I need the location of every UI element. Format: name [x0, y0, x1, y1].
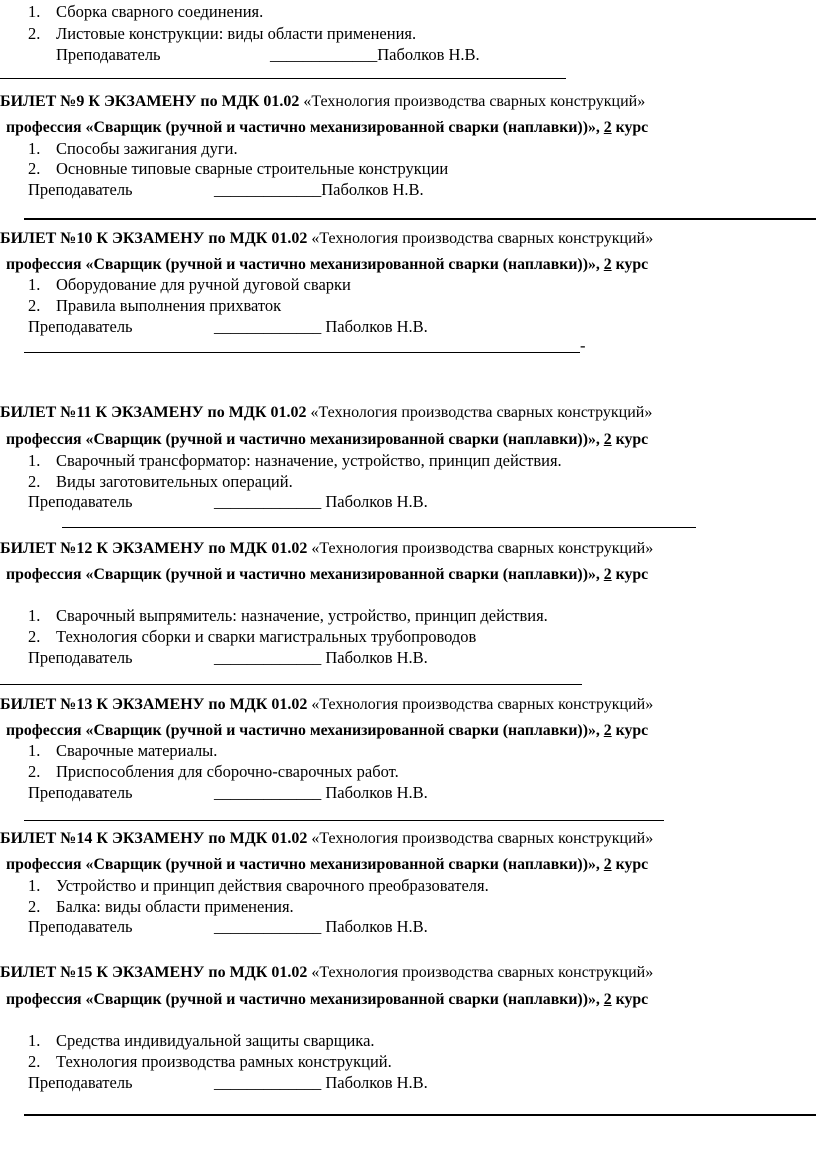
- separator-line: [24, 352, 580, 353]
- top-signature-line: _____________Паболков Н.В.: [270, 45, 480, 64]
- ticket-9-signature-line: _____________Паболков Н.В.: [214, 180, 424, 199]
- ticket-12-teacher-label: Преподаватель: [28, 648, 133, 667]
- ticket-10-item-1: 1. Оборудование для ручной дуговой сварки: [28, 275, 351, 294]
- separator-line: [0, 684, 582, 685]
- ticket-10-title: БИЛЕТ №10 К ЭКЗАМЕНУ по МДК 01.02 «Технология производства сварных конструкций»: [0, 230, 654, 247]
- ticket-11-teacher-label: Преподаватель: [28, 492, 133, 511]
- ticket-11-item-1: 1. Сварочный трансформатор: назначение, устройство, принцип действия.: [28, 451, 562, 470]
- separator-line: [0, 78, 566, 79]
- ticket-13-signature-line: _____________ Паболков Н.В.: [214, 783, 428, 802]
- separator-line: [24, 218, 816, 220]
- ticket-12-item-2: 2. Технология сборки и сварки магистральных трубопроводов: [28, 627, 477, 646]
- ticket-15-item-2: 2. Технология производства рамных конструкций.: [28, 1052, 392, 1071]
- ticket-9-title: БИЛЕТ №9 К ЭКЗАМЕНУ по МДК 01.02 «Технология производства сварных конструкций»: [0, 93, 646, 110]
- ticket-14-teacher-label: Преподаватель: [28, 917, 133, 936]
- top-item-1: 1. Сборка сварного соединения.: [28, 2, 264, 21]
- ticket-14-item-1: 1. Устройство и принцип действия сварочного преобразователя.: [28, 876, 489, 895]
- ticket-11-item-2: 2. Виды заготовительных операций.: [28, 472, 293, 491]
- ticket-11-title: БИЛЕТ №11 К ЭКЗАМЕНУ по МДК 01.02 «Технология производства сварных конструкций»: [0, 404, 653, 421]
- ticket-15-title: БИЛЕТ №15 К ЭКЗАМЕНУ по МДК 01.02 «Технология производства сварных конструкций»: [0, 964, 654, 981]
- ticket-9-item-1: 1. Способы зажигания дуги.: [28, 139, 238, 158]
- ticket-15-teacher-label: Преподаватель: [28, 1073, 133, 1092]
- top-teacher-label: Преподаватель: [56, 45, 161, 64]
- ticket-15-item-1: 1. Средства индивидуальной защиты сварщика.: [28, 1031, 375, 1050]
- ticket-14-signature-line: _____________ Паболков Н.В.: [214, 917, 428, 936]
- ticket-15-profession: профессия «Сварщик (ручной и частично механизированной сварки (наплавки))», 2 курс: [6, 991, 649, 1008]
- ticket-12-signature-line: _____________ Паболков Н.В.: [214, 648, 428, 667]
- stray-dash: -: [580, 336, 586, 355]
- ticket-14-profession: профессия «Сварщик (ручной и частично механизированной сварки (наплавки))», 2 курс: [6, 856, 649, 873]
- ticket-9-teacher-label: Преподаватель: [28, 180, 133, 199]
- separator-line: [24, 820, 664, 821]
- ticket-9-profession: профессия «Сварщик (ручной и частично механизированной сварки (наплавки))», 2 курс: [6, 119, 649, 136]
- ticket-10-profession: профессия «Сварщик (ручной и частично механизированной сварки (наплавки))», 2 курс: [6, 256, 649, 273]
- ticket-13-profession: профессия «Сварщик (ручной и частично механизированной сварки (наплавки))», 2 курс: [6, 722, 649, 739]
- ticket-14-title: БИЛЕТ №14 К ЭКЗАМЕНУ по МДК 01.02 «Технология производства сварных конструкций»: [0, 830, 654, 847]
- ticket-9-item-2: 2. Основные типовые сварные строительные конструкции: [28, 159, 449, 178]
- ticket-10-signature-line: _____________ Паболков Н.В.: [214, 317, 428, 336]
- ticket-12-title: БИЛЕТ №12 К ЭКЗАМЕНУ по МДК 01.02 «Технология производства сварных конструкций»: [0, 540, 654, 557]
- ticket-11-profession: профессия «Сварщик (ручной и частично механизированной сварки (наплавки))», 2 курс: [6, 431, 649, 448]
- separator-line: [62, 527, 696, 528]
- ticket-11-signature-line: _____________ Паболков Н.В.: [214, 492, 428, 511]
- ticket-10-item-2: 2. Правила выполнения прихваток: [28, 296, 282, 315]
- ticket-10-teacher-label: Преподаватель: [28, 317, 133, 336]
- ticket-15-signature-line: _____________ Паболков Н.В.: [214, 1073, 428, 1092]
- ticket-13-item-2: 2. Приспособления для сборочно-сварочных работ.: [28, 762, 399, 781]
- separator-line: [24, 1114, 816, 1116]
- ticket-12-item-1: 1. Сварочный выпрямитель: назначение, устройство, принцип действия.: [28, 606, 548, 625]
- ticket-13-teacher-label: Преподаватель: [28, 783, 133, 802]
- ticket-12-profession: профессия «Сварщик (ручной и частично механизированной сварки (наплавки))», 2 курс: [6, 566, 649, 583]
- ticket-13-item-1: 1. Сварочные материалы.: [28, 741, 218, 760]
- ticket-13-title: БИЛЕТ №13 К ЭКЗАМЕНУ по МДК 01.02 «Технология производства сварных конструкций»: [0, 696, 654, 713]
- top-item-2: 2. Листовые конструкции: виды области применения.: [28, 24, 417, 43]
- ticket-14-item-2: 2. Балка: виды области применения.: [28, 897, 294, 916]
